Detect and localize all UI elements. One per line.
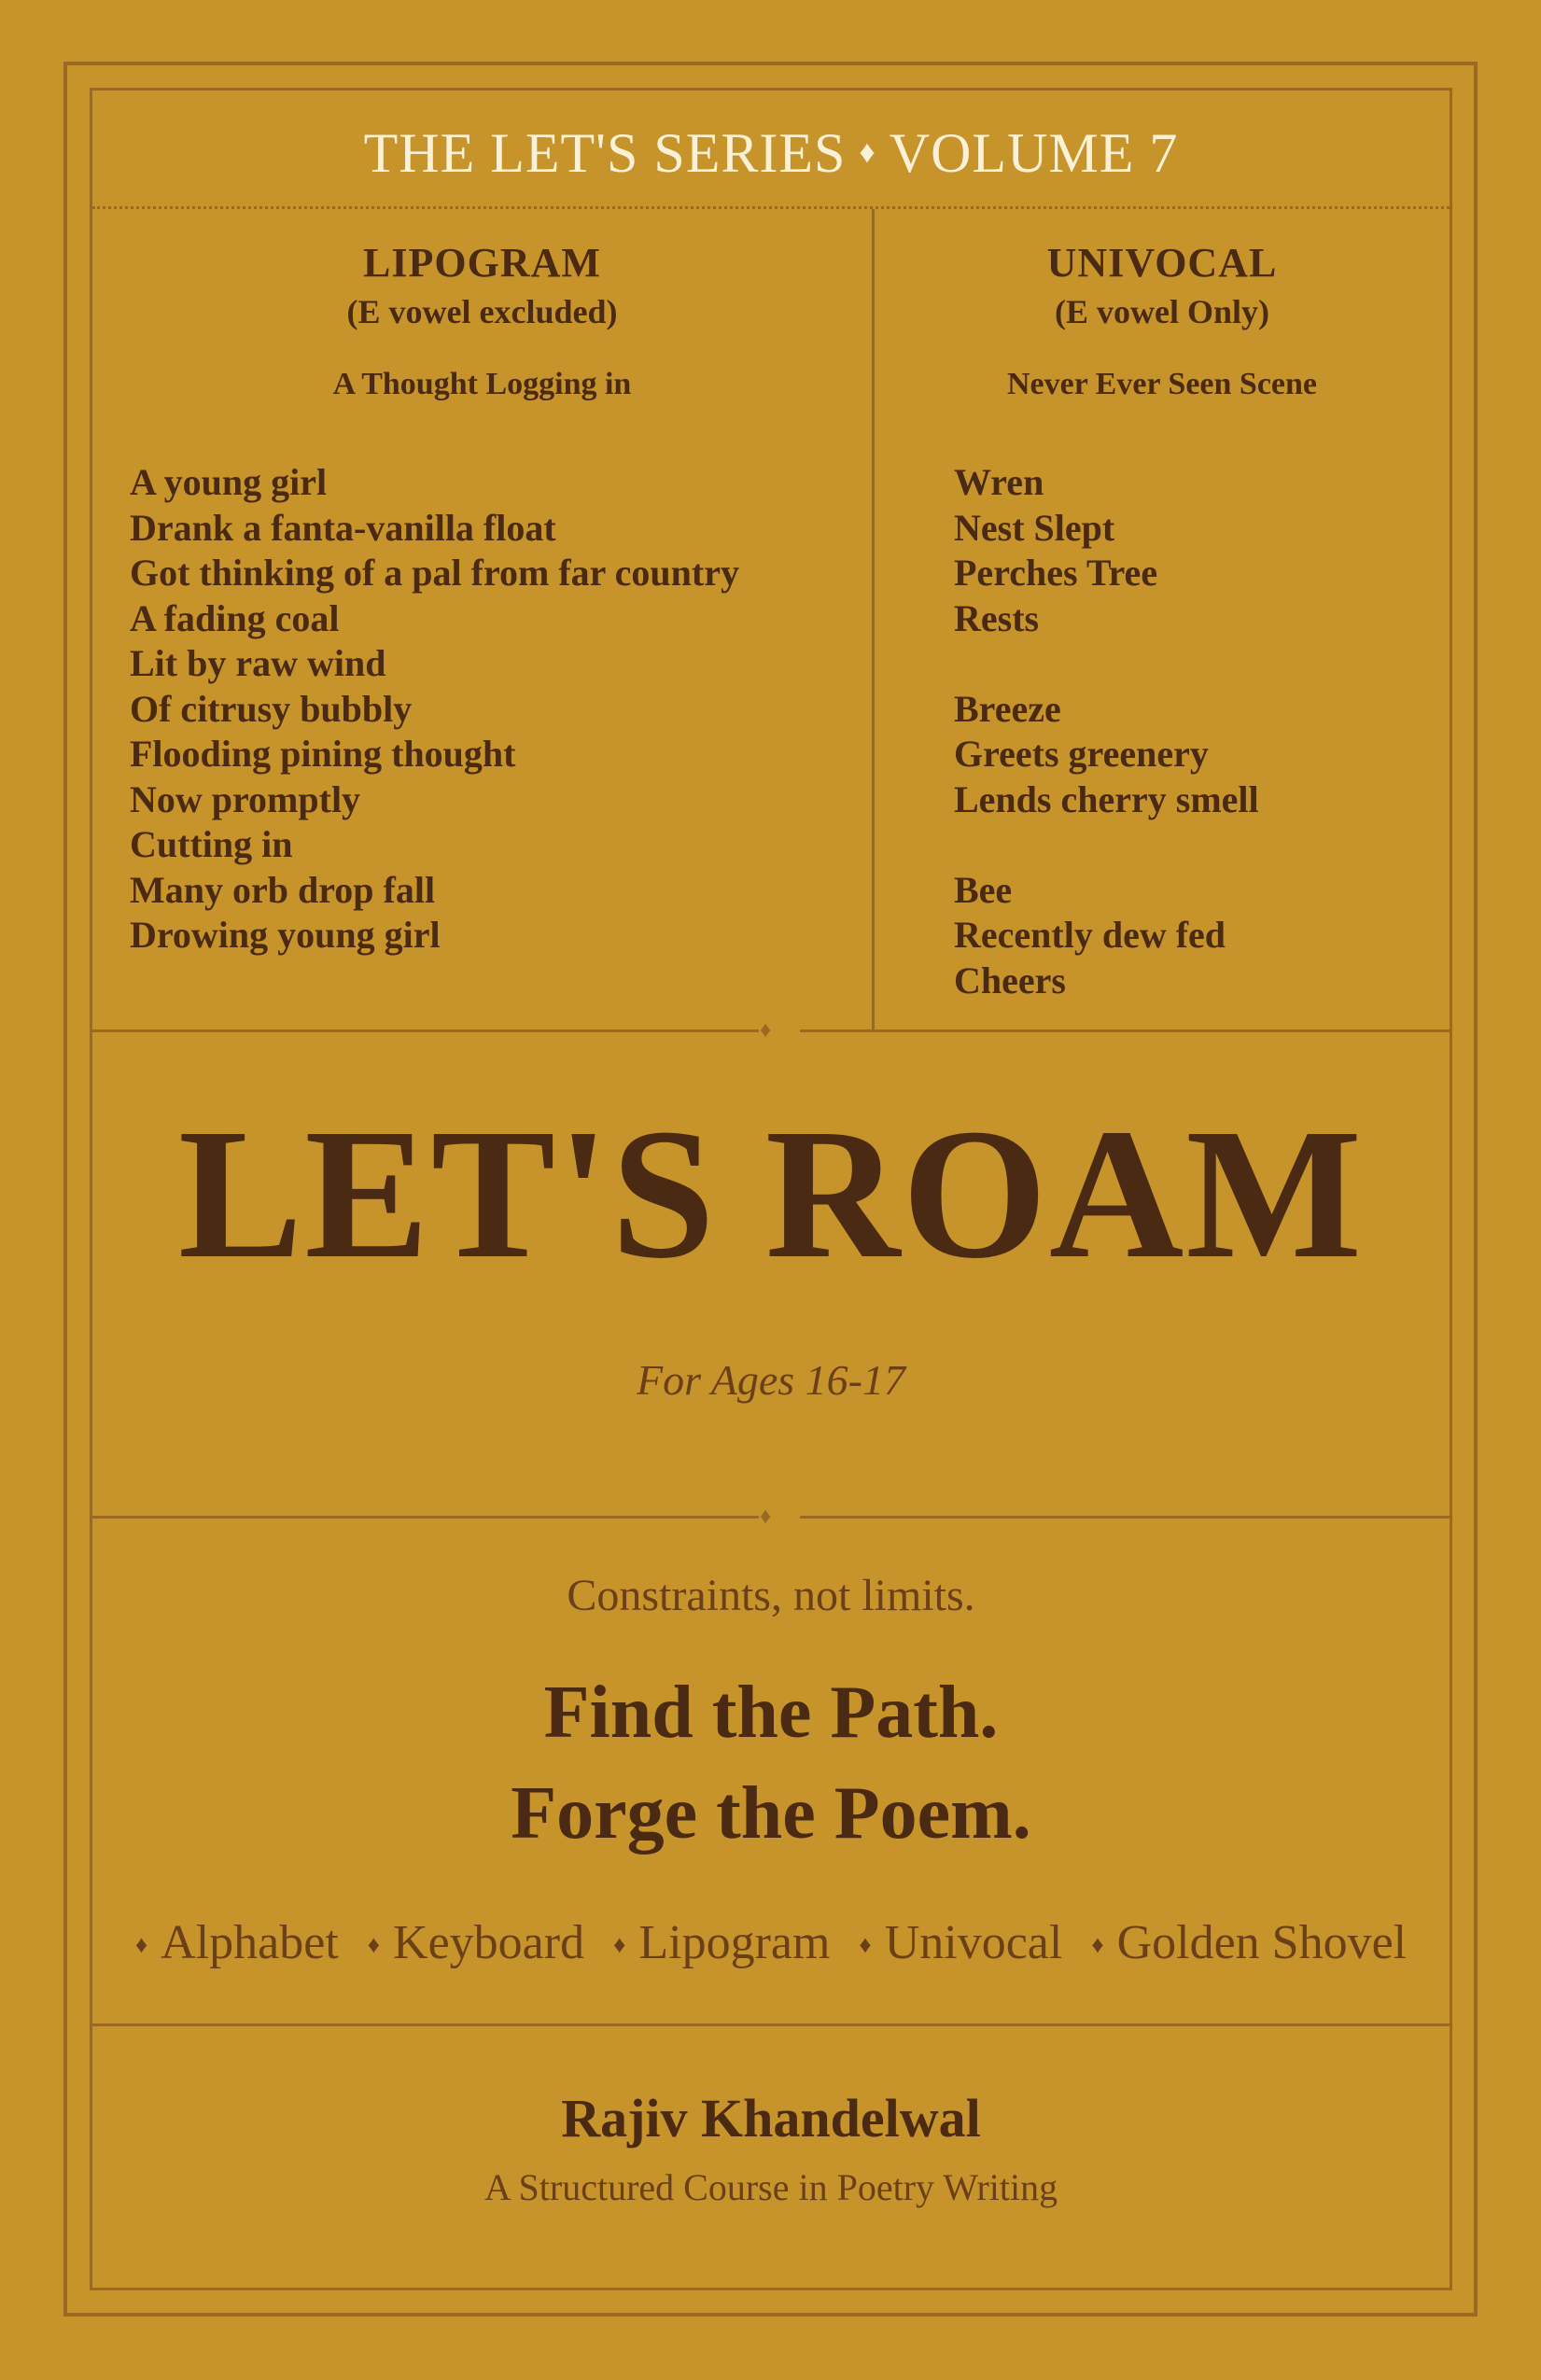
series-name: THE LET'S SERIES: [363, 122, 847, 184]
poem-line: Flooding pining thought: [130, 733, 516, 775]
stanza-gap: [954, 641, 1259, 687]
section-divider: [92, 1516, 759, 1519]
book-title: LET'S ROAM: [177, 1091, 1365, 1297]
poem-line: Rests: [954, 596, 1040, 639]
diamond-icon: ♦: [760, 1505, 772, 1529]
topic-item: Golden Shovel: [1116, 1916, 1408, 1969]
poem-line: Nest Slept: [954, 506, 1115, 549]
dotted-divider: [92, 206, 1450, 209]
age-range: For Ages 16-17: [637, 1356, 905, 1404]
univocal-poem: [954, 460, 1259, 1003]
univocal-subtitle: (E vowel Only): [1055, 293, 1269, 330]
topic-item: Univocal: [884, 1916, 1063, 1969]
poem-line: Cheers: [954, 959, 1066, 1001]
slogan-line-2: Forge the Poem.: [511, 1772, 1031, 1855]
univocal-header: [875, 239, 1450, 402]
author-name: Rajiv Khandelwal: [561, 2088, 981, 2149]
topic-item: Lipogram: [638, 1916, 831, 1969]
diamond-icon: ♦: [859, 135, 876, 171]
poem-line: Lends cherry smell: [954, 777, 1259, 820]
poem-line: Greets greenery: [954, 733, 1209, 775]
poem-line: Got thinking of a pal from far country: [130, 552, 739, 594]
univocal-poem-title: Never Ever Seen Scene: [1006, 367, 1318, 401]
lipogram-subtitle: (E vowel excluded): [346, 293, 618, 330]
poem-line: Of citrusy bubbly: [130, 687, 413, 730]
slogan-line-1: Find the Path.: [543, 1672, 999, 1754]
poem-line: Now promptly: [130, 777, 361, 820]
diamond-icon: ♦: [613, 1931, 626, 1958]
topic-item: Alphabet: [161, 1916, 339, 1969]
poem-line: Cutting in: [130, 823, 293, 865]
section-divider: [800, 1516, 1450, 1519]
poem-line: Perches Tree: [954, 552, 1158, 594]
poem-line: Wren: [954, 461, 1044, 503]
poem-line: Breeze: [954, 687, 1061, 730]
topic-list: [90, 1915, 1452, 1970]
poem-line: A fading coal: [130, 596, 340, 639]
series-heading: [90, 121, 1452, 186]
section-divider: [800, 1029, 1450, 1032]
lipogram-poem-title: A Thought Logging in: [332, 367, 632, 401]
stanza-gap: [954, 822, 1259, 868]
tagline: Constraints, not limits.: [567, 1571, 975, 1620]
poem-line: Drank a fanta-vanilla float: [130, 506, 556, 549]
diamond-icon: ♦: [859, 1931, 872, 1958]
series-volume: VOLUME 7: [889, 122, 1179, 184]
poem-line: Bee: [954, 868, 1013, 911]
diamond-icon: ♦: [1091, 1931, 1104, 1958]
diamond-icon: ♦: [367, 1931, 381, 1958]
lipogram-header: [92, 239, 872, 402]
poem-line: Lit by raw wind: [130, 642, 386, 684]
section-divider: [92, 1029, 759, 1032]
topic-item: Keyboard: [393, 1916, 585, 1969]
lipogram-poem: [130, 460, 739, 959]
section-divider: [92, 2023, 1450, 2026]
course-description: A Structured Course in Poetry Writing: [483, 2166, 1058, 2208]
lipogram-title: LIPOGRAM: [363, 240, 601, 286]
poem-line: Drowing young girl: [130, 914, 441, 956]
diamond-icon: ♦: [760, 1018, 772, 1043]
poem-line: Many orb drop fall: [130, 868, 436, 911]
poem-line: Recently dew fed: [954, 914, 1226, 956]
poem-line: A young girl: [130, 461, 328, 503]
univocal-title: UNIVOCAL: [1046, 240, 1278, 286]
diamond-icon: ♦: [134, 1931, 148, 1958]
